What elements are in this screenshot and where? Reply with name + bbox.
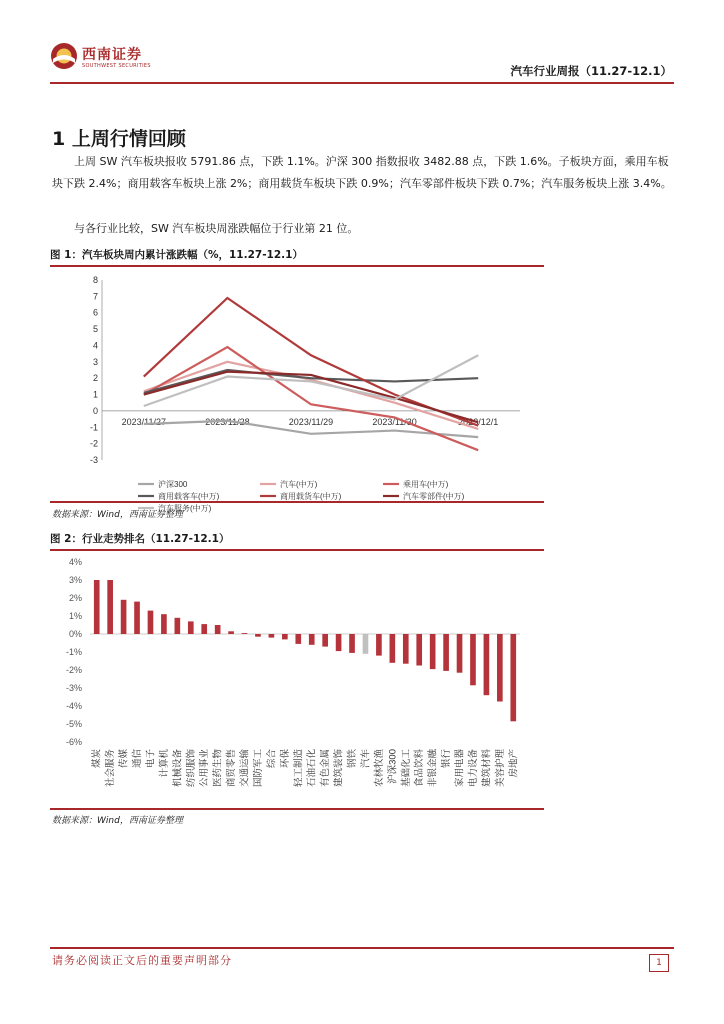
bar-16 (295, 634, 301, 644)
category-label: 房地产 (508, 749, 520, 778)
logo-emblem-icon (50, 42, 78, 70)
category-label: 环保 (279, 749, 291, 769)
y-tick-label: 1% (68, 611, 82, 621)
company-logo (50, 40, 160, 76)
x-tick-label: 2023/12/1 (458, 416, 499, 427)
header-divider (50, 82, 674, 84)
bar-2 (107, 580, 113, 634)
y-tick-label: -3% (65, 683, 82, 693)
bar-28 (457, 634, 463, 673)
bar-12 (242, 633, 248, 634)
bar-6 (161, 614, 167, 634)
y-tick-label: 6 (92, 307, 98, 318)
category-label: 通信 (132, 749, 144, 769)
y-tick-label: 2% (68, 593, 82, 603)
figure2-title: 图 2：行业走势排名（11.27-12.1） (50, 533, 230, 545)
legend-label-1: 沪深300 (158, 480, 188, 489)
legend-label-2: 汽车(中万) (280, 480, 318, 489)
x-tick-label: 2023/11/27 (121, 416, 166, 427)
category-label: 轻工制造 (293, 749, 305, 788)
y-tick-label: 4 (92, 340, 98, 351)
page-number: 1 (649, 954, 669, 972)
category-label: 综合 (266, 749, 278, 769)
y-tick-label: 5 (92, 324, 98, 335)
bar-11 (228, 631, 234, 634)
y-tick-label: -6% (65, 737, 82, 747)
category-label: 美容护理 (494, 749, 506, 788)
category-label: 电子 (145, 749, 157, 769)
x-tick-label: 2023/11/30 (372, 416, 417, 427)
ranking-paragraph: 与各行业比较，SW 汽车板块周涨跌幅位于行业第 21 位。 (74, 222, 359, 235)
legend-label-7: 汽车服务(中万) (158, 504, 212, 513)
bar-13 (255, 634, 261, 637)
bar-20 (349, 634, 355, 653)
report-title: 汽车行业周报（11.27-12.1） (510, 64, 672, 78)
category-label: 机械设备 (172, 749, 184, 788)
category-label: 基础化工 (400, 749, 412, 788)
category-label: 社会服务 (105, 749, 117, 788)
category-label: 有色金属 (320, 749, 332, 788)
bar-21 (363, 634, 369, 654)
industry-ranking-bar-chart (50, 552, 544, 807)
y-tick-label: -2 (89, 438, 98, 449)
category-label: 传媒 (118, 749, 130, 769)
category-label: 石油石化 (306, 749, 318, 788)
y-tick-label: -4% (65, 701, 82, 711)
figure1-bottom-rule (50, 501, 544, 503)
bar-23 (390, 634, 396, 663)
category-label: 建筑装饰 (333, 749, 345, 788)
category-label: 食品饮料 (414, 749, 426, 788)
bar-27 (443, 634, 449, 671)
bar-15 (282, 634, 288, 639)
figure2-top-rule (50, 549, 544, 551)
legend-label-6: 汽车零部件(中万) (403, 492, 465, 501)
bar-32 (510, 634, 516, 721)
bar-31 (497, 634, 503, 702)
figure1-top-rule (50, 265, 544, 267)
y-tick-label: 0% (68, 629, 82, 639)
category-label: 公用事业 (199, 749, 211, 788)
y-tick-label: -1 (89, 422, 98, 433)
y-tick-label: 3 (92, 356, 98, 367)
bar-4 (134, 602, 140, 634)
category-label: 计算机 (158, 749, 170, 778)
figure2-bottom-rule (50, 808, 544, 810)
bar-10 (215, 625, 221, 634)
legend-label-5: 商用载货车(中万) (280, 492, 342, 501)
figure2-source: 数据来源：Wind，西南证券整理 (52, 816, 183, 826)
category-label: 建筑材料 (481, 749, 493, 788)
section-title: 1 上周行情回顾 (52, 128, 186, 150)
category-label: 国防军工 (252, 749, 264, 788)
y-tick-label: -3 (89, 455, 98, 465)
category-label: 电力设备 (467, 749, 479, 788)
bar-18 (322, 634, 328, 647)
legend-label-3: 乘用车(中万) (403, 480, 449, 489)
category-label: 交通运输 (239, 749, 251, 788)
category-label: 纺织服饰 (185, 749, 197, 788)
bar-8 (188, 621, 194, 634)
logo-english-name: SOUTHWEST SECURITIES (82, 63, 151, 69)
logo-chinese-name: 西南证券 (82, 47, 142, 63)
x-tick-label: 2023/11/29 (288, 416, 334, 427)
y-tick-label: -2% (65, 665, 82, 675)
bar-30 (484, 634, 490, 695)
bar-3 (121, 600, 127, 634)
category-label: 汽车 (360, 749, 372, 769)
y-tick-label: 7 (92, 291, 98, 302)
summary-paragraph: 上周 SW 汽车板块报收 5791.86 点，下跌 1.1%。沪深 300 指数报收 3482.88 点，下跌 1.6%。子板块方面，乘用车板块下跌 2.4%；商用载客车板块上涨 2%；商用载货车板块下跌 0.9%；汽车零部件板块下跌 0.7%；汽车服务板块上涨 3.4%。 (52, 155, 672, 190)
category-label: 商贸零售 (226, 749, 238, 788)
y-tick-label: 0 (92, 405, 98, 416)
figure1-source: 数据来源：Wind，西南证券整理 (52, 510, 183, 520)
bar-26 (430, 634, 436, 669)
y-tick-label: 8 (92, 275, 98, 285)
bar-29 (470, 634, 476, 685)
category-label: 非银金融 (427, 749, 439, 788)
bar-7 (175, 618, 181, 634)
bar-19 (336, 634, 342, 651)
x-tick-label: 2023/11/28 (205, 416, 250, 427)
footer-divider (50, 947, 674, 949)
bar-22 (376, 634, 382, 656)
category-label: 钢铁 (347, 749, 359, 769)
bar-1 (94, 580, 100, 634)
y-tick-label: 1 (92, 389, 98, 400)
legend-label-4: 商用载客车(中万) (158, 492, 220, 501)
y-tick-label: 2 (92, 373, 98, 384)
category-label: 沪深300 (387, 749, 399, 784)
category-label: 煤炭 (91, 749, 103, 769)
bar-25 (416, 634, 422, 666)
category-label: 医药生物 (212, 749, 224, 788)
category-label: 家用电器 (454, 749, 466, 788)
bar-17 (309, 634, 315, 645)
category-label: 农林牧渔 (373, 749, 385, 788)
sector-cumulative-line-chart (50, 268, 544, 513)
bar-5 (148, 611, 154, 634)
figure1-title: 图 1：汽车板块周内累计涨跌幅（%，11.27-12.1） (50, 249, 303, 261)
bar-24 (403, 634, 409, 664)
y-tick-label: -1% (65, 647, 82, 657)
y-tick-label: 4% (68, 557, 82, 567)
bar-9 (201, 624, 207, 634)
category-label: 银行 (441, 749, 453, 769)
disclaimer-note: 请务必阅读正文后的重要声明部分 (52, 954, 232, 967)
y-tick-label: 3% (68, 575, 82, 585)
bar-14 (269, 634, 275, 638)
y-tick-label: -5% (65, 719, 82, 729)
